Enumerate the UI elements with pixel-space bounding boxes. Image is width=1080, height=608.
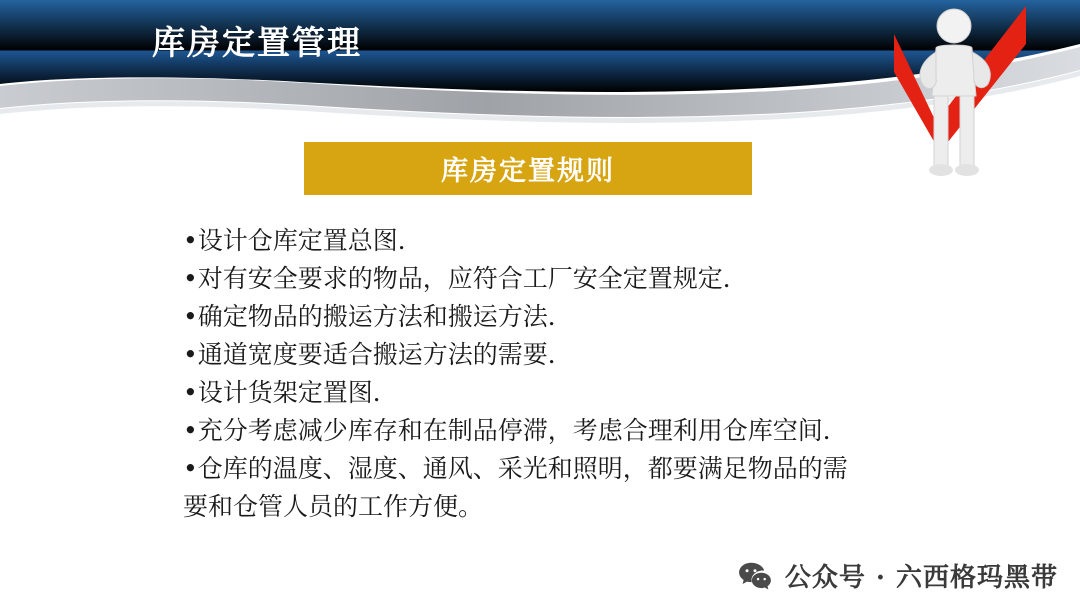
list-item: •设计货架定置图． bbox=[183, 378, 398, 407]
page-title: 库房定置管理 bbox=[152, 23, 362, 62]
list-item: •设计仓库定置总图． bbox=[183, 226, 423, 255]
wechat-icon bbox=[737, 561, 773, 591]
figure-with-checkmark-icon bbox=[876, 0, 1036, 200]
section-title-bar bbox=[304, 142, 752, 195]
section-title: 库房定置规则 bbox=[441, 156, 615, 187]
footer-text: 公众号 · 六西格玛黑带 bbox=[784, 563, 1058, 593]
list-item: •充分考虑减少库存和在制品停滞，考虑合理利用仓库空间． bbox=[183, 416, 848, 445]
bullet-list bbox=[183, 222, 973, 526]
list-item: •通道宽度要适合搬运方法的需要． bbox=[183, 340, 573, 369]
footer-watermark bbox=[737, 557, 1058, 594]
list-item: 要和仓管人员的工作方便。 bbox=[183, 492, 484, 521]
list-item: •对有安全要求的物品，应符合工厂安全定置规定． bbox=[183, 264, 748, 293]
list-item: •确定物品的搬运方法和搬运方法． bbox=[183, 302, 573, 331]
list-item: •仓库的温度、湿度、通风、采光和照明，都要满足物品的需 bbox=[183, 454, 848, 483]
